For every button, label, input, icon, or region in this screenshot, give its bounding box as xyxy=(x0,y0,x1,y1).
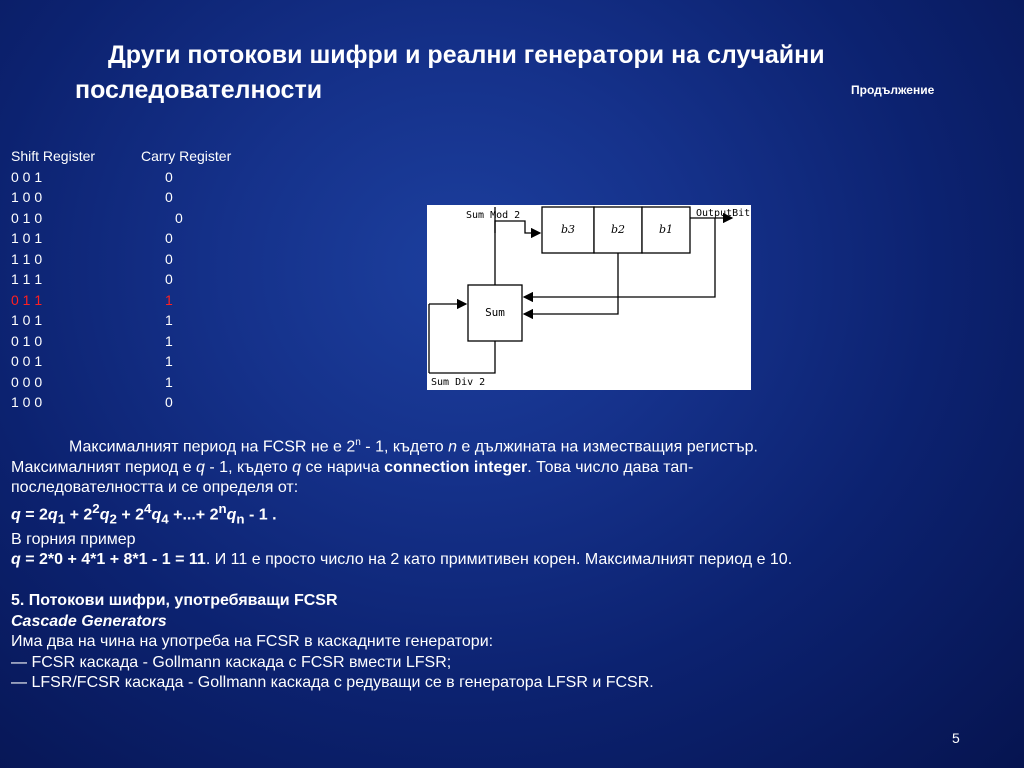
carry-register-value: 0 xyxy=(165,189,173,205)
shift-register-value: 1 0 1 xyxy=(11,312,43,328)
output-bit-label: OutputBit xyxy=(696,208,751,219)
carry-register-value: 1 xyxy=(165,373,173,390)
sum-div2-label: Sum Div 2 xyxy=(431,377,486,388)
sum-mod2-label: Sum Mod 2 xyxy=(466,210,521,221)
shift-register-value: 1 0 0 xyxy=(11,394,43,410)
carry-register-value: 1 xyxy=(165,353,173,369)
example-line: q = 2*0 + 4*1 + 8*1 - 1 = 11. И 11 е просто число на 2 като примитивен корен. Максималният период е 10. xyxy=(11,551,793,569)
shift-register-header: Shift Register xyxy=(11,148,96,164)
cell-label-b2: b2 xyxy=(610,223,626,236)
page-number: 5 xyxy=(952,730,960,746)
carry-register-header: Carry Register xyxy=(141,148,232,164)
carry-register-value: 0 xyxy=(165,271,173,287)
cascade-intro: Има два на чина на употреба на FCSR в каскадните генератори: xyxy=(11,633,494,651)
cascade-item-2: — LFSR/FCSR каскада - Gollmann каскада с редуващи се в генератора LFSR и FCSR. xyxy=(11,674,654,692)
shift-register-value: 1 1 1 xyxy=(11,271,43,287)
sum-mod2-feedback xyxy=(495,221,540,293)
tap-b2 xyxy=(524,253,618,314)
period-paragraph-line-1: Максималният период на FCSR не е 2$^n$ - 1, където n е дължината на изместващия регистър. xyxy=(69,437,758,456)
shift-register-value: 0 0 1 xyxy=(11,168,43,185)
formula: $q = 2q_1 + 2^2q_2 + 2^4q_4$ +...+ $2^nq_n - 1$ . xyxy=(11,500,277,527)
fcsr-diagram-svg xyxy=(427,205,751,390)
period-paragraph-line-2: Максималният период е q - 1, където q се нарича connection integer. Това число дава тап- xyxy=(11,458,694,476)
shift-register-value: 0 0 0 xyxy=(11,373,43,390)
sum-div2-wire xyxy=(429,341,495,373)
cell-label-b1: b1 xyxy=(658,223,674,236)
carry-register-value: 0 xyxy=(165,250,173,267)
carry-register-value: 1 xyxy=(165,291,173,308)
period-paragraph-line-3: последователността и се определя от: xyxy=(11,479,299,497)
example-intro: В горния пример xyxy=(11,530,136,548)
carry-register-value: 1 xyxy=(165,312,173,328)
title-line-1: Други потокови шифри и реални генератори на случайни xyxy=(108,41,825,69)
section-subheading: Cascade Generators xyxy=(11,612,167,630)
cell-label-b3: b3 xyxy=(560,223,576,236)
carry-register-value: 0 xyxy=(165,168,173,185)
shift-register-value: 0 1 1 xyxy=(11,291,43,308)
shift-register-value: 0 0 1 xyxy=(11,353,43,369)
title-line-2: последователности xyxy=(75,76,323,104)
fcsr-diagram xyxy=(427,205,751,390)
shift-register-value: 0 1 0 xyxy=(11,209,43,226)
shift-register-value: 1 1 0 xyxy=(11,250,43,267)
carry-register-value: 0 xyxy=(165,230,173,246)
section-heading: 5. Потокови шифри, употребяващи FCSR xyxy=(11,592,338,610)
spacer xyxy=(11,571,1011,592)
shift-register-value: 0 1 0 xyxy=(11,332,43,349)
sum-box-label: Sum xyxy=(485,306,505,319)
body-text xyxy=(11,433,1011,694)
cascade-item-1: — FCSR каскада - Gollmann каскада с FCSR вмести LFSR; xyxy=(11,653,452,671)
carry-register-value: 0 xyxy=(165,394,173,410)
shift-register-value: 1 0 0 xyxy=(11,189,43,205)
slide-subtitle: Продължение xyxy=(851,83,935,97)
carry-register-value: 1 xyxy=(165,332,173,349)
shift-register-value: 1 0 1 xyxy=(11,230,43,246)
carry-register-value: 0 xyxy=(175,209,183,226)
